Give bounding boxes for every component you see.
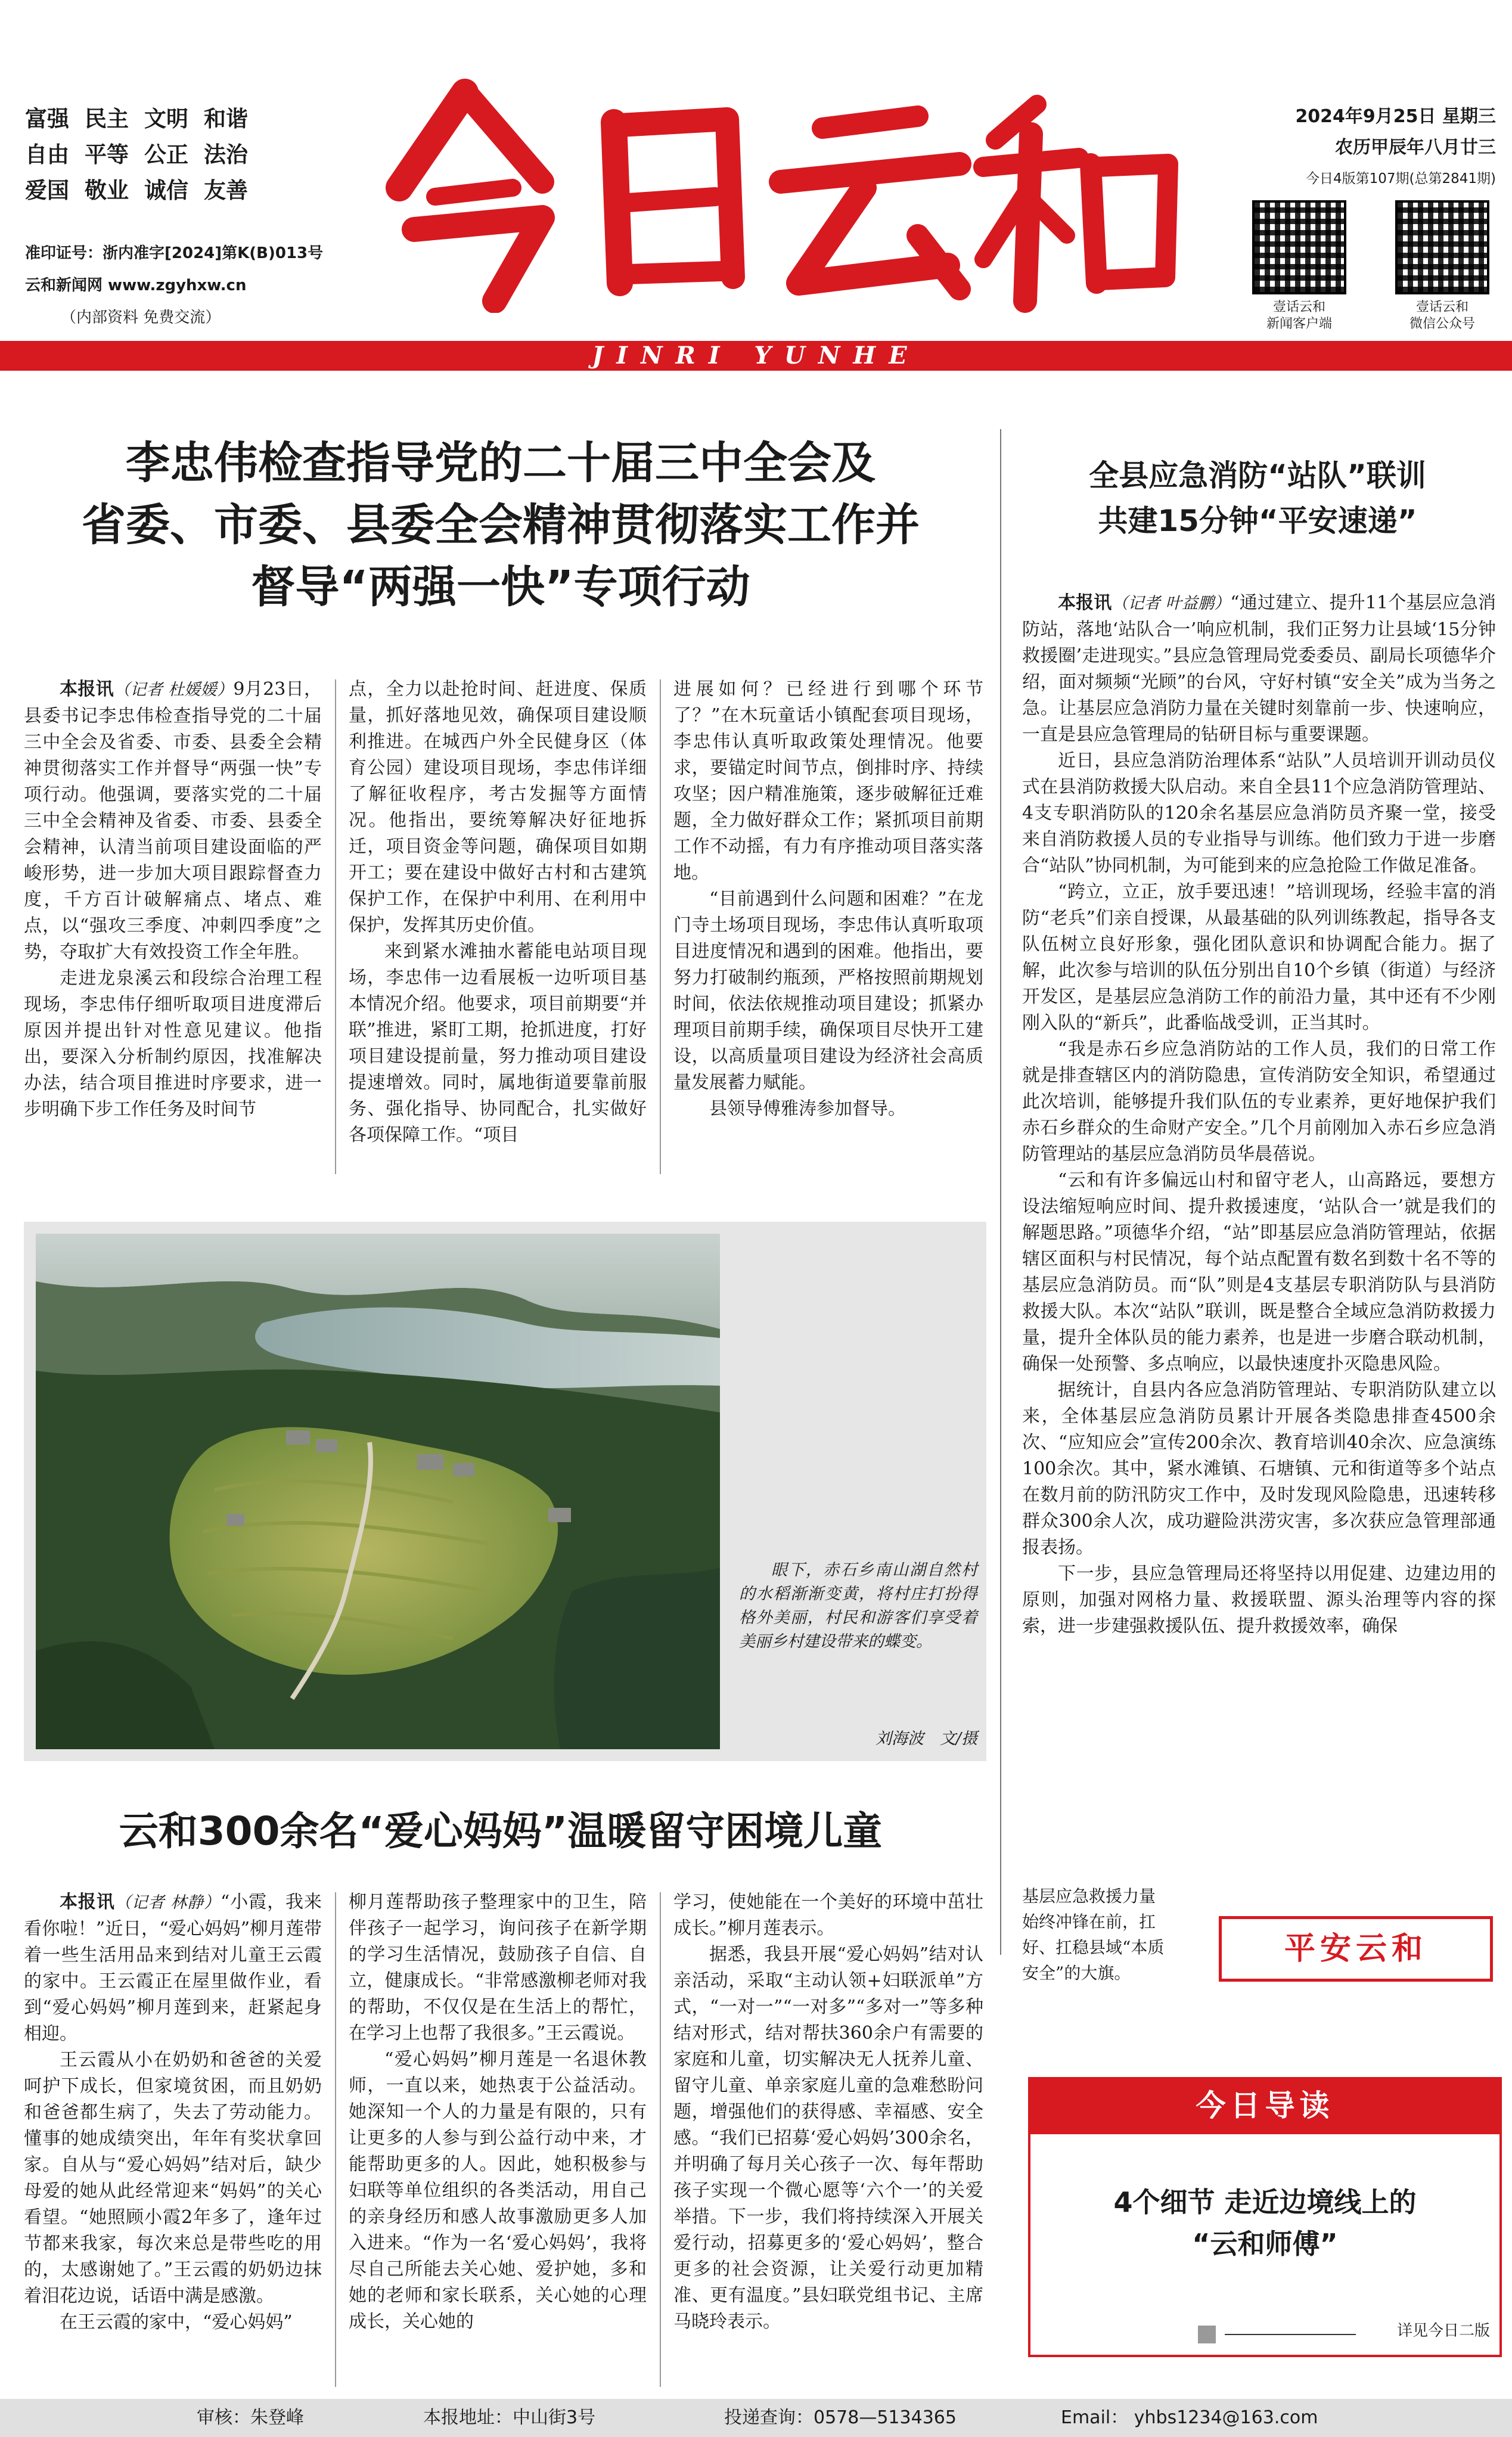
core-values-row xyxy=(25,137,335,173)
landscape-image xyxy=(36,1234,720,1749)
article3-tail: 基层应急救援力量 始终冲锋在前，扛 好、扛稳县域“本质 安全”的大旗。 xyxy=(1022,1886,1165,1983)
guide-header: 今日导读 xyxy=(1028,2077,1502,2134)
date-block xyxy=(1228,101,1496,194)
column-rule xyxy=(660,679,661,1174)
core-value: 敬业 xyxy=(85,178,129,203)
core-values-row xyxy=(25,173,335,209)
photo-caption: 眼下，赤石乡南山湖自然村的水稻渐渐变黄，将村庄打扮得格外美丽，村民和游客们享受着美丽乡村建设带来的蝶变。 xyxy=(739,1561,977,1651)
masthead-banner: JINRI YUNHE xyxy=(0,341,1512,371)
article2-column-1: 本报讯（记者 林静）“小霞，我来看你啦！”近日，“爱心妈妈”柳月莲带着一些生活用品来到结对儿童王云霞的家中。王云霞正在屋里做作业，看到“爱心妈妈”柳月莲到来，赶紧起身相迎。 王云霞从小在奶奶和爸爸的关爱呵护下成长，但家境贫困，而且奶奶和爸爸都生病了，失去了劳动能力。懂事的她成绩突出，年年有奖状拿回家。自从与“爱心妈妈”结对后，缺少母爱的她从此经常迎来“妈妈”的关心看望。“她照顾小霞2年多了，逢年过节都来我家，每次来总是带些吃的用的，太感谢她了。”王云霞的奶奶边抹着泪花边说，话语中满是感激。 在王云霞的家中，“爱心妈妈” xyxy=(24,1892,322,2333)
guide-headline[interactable]: 4个细节 走近边境线上的 “云和师傅” xyxy=(1113,2186,1417,2260)
core-value: 法治 xyxy=(204,142,248,167)
article1-headline[interactable]: 李忠伟检查指导党的二十届三中全会及 省委、市委、县委全会精神贯彻落实工作并 督导“两强一快”专项行动 xyxy=(82,437,920,613)
article1-column-2: 点，全力以赴抢时间、赶进度、保质量，抓好落地见效，确保项目建设顺利推进。在城西户外全民健身区（体育公园）建设项目现场，李忠伟详细了解征收程序，考古发掘等方面情况。他指出，要统筹解决好征地拆迁，项目资金等问题，确保项目如期开工；要在建设中做好古村和古建筑保护工作，在保护中利用、在利用中保护，发挥其历史价值。 来到紧水滩抽水蓄能电站项目现场，李忠伟一边看展板一边听项目基本情况介绍。他要求，项目前期要“并联”推进，紧盯工期，抢抓进度，打好项目建设提前量，努力推动项目建设提速增效。同时，属地街道要靠前服务、强化指导、协同配合，扎实做好各项保障工作。“项目 xyxy=(349,679,647,1145)
core-value: 民主 xyxy=(85,106,129,132)
newspaper-logo xyxy=(364,69,1192,313)
article1-column-1: 本报讯（记者 杜媛媛）9月23日，县委书记李忠伟检查指导党的二十届三中全会及省委、市委、县委全会精神贯彻落实工作并督导“两强一快”专项行动。他强调，要落实党的二十届三中全会精神及省委、市委、县委全会精神，认清当前项目建设面临的严峻形势，进一步加大项目跟踪督查力度，千方百计破解痛点、堵点、难点，以“强攻三季度、冲刺四季度”之势，夺取扩大有效投资工作全年胜。 走进龙泉溪云和段综合治理工程现场，李忠伟仔细听取项目进度滞后原因并提出针对性意见建议。他指出，要深入分析制约原因，找准解决办法，结合项目推进时序要求，进一步明确下步工作任务及时间节 xyxy=(24,679,322,1120)
core-value: 爱国 xyxy=(25,178,69,203)
internal-note: （内部资料 免费交流） xyxy=(61,309,221,327)
core-value: 文明 xyxy=(144,106,188,132)
footer-phone: 投递查询：0578—5134365 xyxy=(724,2407,957,2428)
website-link[interactable]: 云和新闻网 www.zgyhxw.cn xyxy=(25,277,247,294)
permit-number: 准印证号：浙内准字[2024]第K(B)013号 xyxy=(25,244,324,262)
qr-caption-app: 壹话云和 新闻客户端 xyxy=(1266,300,1332,331)
footer-email[interactable]: Email： yhbs1234@163.com xyxy=(1061,2407,1318,2428)
guide-more-link[interactable]: 详见今日二版 xyxy=(1396,2322,1490,2340)
article2-column-3: 学习，使她能在一个美好的环境中茁壮成长。”柳月莲表示。 据悉，我县开展“爱心妈妈”结对认亲活动，采取“主动认领+妇联派单”方式，“一对一”“一对多”“多对一”等多种结对形式，结对帮扶360余户有需要的家庭和儿童，切实解决无人抚养儿童、留守儿童、单亲家庭儿童的急难愁盼问题，增强他们的获得感、幸福感、安全感。“我们已招募‘爱心妈妈’300余名，并明确了每月关心孩子一次、每年帮助孩子实现一个微心愿等‘六个一’的关爱举措。下一步，我们将持续深入开展关爱行动，招募更多的‘爱心妈妈’，整合更多的社会资源，让关爱行动更加精准、更有温度。”县妇联党组书记、主席马晓玲表示。 xyxy=(673,1892,983,2332)
section-rule xyxy=(1000,429,1001,1955)
article1-column-3: 进展如何？已经进行到哪个环节了？”在木玩童话小镇配套项目现场，李忠伟认真听取政策处理情况。他要求，要锚定时间节点，倒排时序、持续攻坚；因户精准施策，逐步破解征迁难题，全力做好群众工作；紧抓项目前期工作不动摇，有力有序推动项目落实落地。 “目前遇到什么问题和困难？”在龙门寺土场项目现场，李忠伟认真听取项目进度情况和遇到的困难。他指出，要努力打破制约瓶颈，严格按照前期规划时间，依法依规推动项目建设；抓紧办理项目前期手续，确保项目尽快开工建设，以高质量项目建设为经济社会高质量发展蓄力赋能。 县领导傅雅涛参加督导。 xyxy=(673,679,983,1119)
footer-address: 本报地址：中山街3号 xyxy=(423,2407,596,2428)
core-value: 友善 xyxy=(204,178,248,203)
core-value: 富强 xyxy=(25,106,69,132)
qr-code-wechat[interactable] xyxy=(1398,203,1487,292)
core-value: 自由 xyxy=(25,142,69,167)
footer-bar xyxy=(0,2399,1512,2437)
article2-headline[interactable]: 云和300余名“爱心妈妈”温暖留守困境儿童 xyxy=(119,1808,883,1854)
column-rule xyxy=(335,679,336,1174)
issue-date: 2024年9月25日 星期三 xyxy=(1295,106,1496,127)
qr-caption-wechat: 壹话云和 微信公众号 xyxy=(1409,300,1475,331)
core-values xyxy=(25,101,335,209)
column-rule xyxy=(660,1892,661,2387)
core-values-row xyxy=(25,101,335,137)
core-value: 和谐 xyxy=(204,106,248,132)
masthead-meta xyxy=(25,237,406,334)
column-badge: 平安云和 xyxy=(1219,1916,1493,1982)
core-value: 公正 xyxy=(144,142,188,167)
article3-body: 本报讯（记者 叶益鹏）“通过建立、提升11个基层应急消防站，落地‘站队合一’响应机制，我们正努力让县域‘15分钟救援圈’走进现实。”县应急管理局党委委员、副局长项德华介绍，面对频频“光顾”的台风，守好村镇“安全关”成为当务之急。让基层应急消防力量在关键时刻靠前一步、快速响应，一直是县应急管理局的钻研目标与重要课题。 近日，县应急消防治理体系“站队”人员培训开训动员仪式在县消防救援大队启动。来自全县11个应急消防管理站、4支专职消防队的120余名基层应急消防员齐聚一堂，接受来自消防救援人员的专业指导与训练。他们致力于进一步磨合“站队”协同机制，为可能到来的应急抢险工作做足准备。 “跨立，立正，放手要迅速！”培训现场，经验丰富的消防“老兵”们亲自授课，从最基础的队列训练教起，指导各支队伍树立良好形象，强化团队意识和协调配合能力。据了解，此次参与培训的队伍分别出自10个乡镇（街道）与经济开发区，是基层应急消防工作的前沿力量，其中还有不少刚刚入队的“新兵”，此番临战受训，正当其时。 “我是赤石乡应急消防站的工作人员，我们的日常工作就是排查辖区内的消防隐患，宣传消防安全知识，希望通过此次培训，能够提升我们队伍的专业素养，更好地保护我们赤石乡群众的生命财产安全。”几个月前刚加入赤石乡应急消防管理站的基层应急消防员华晨蓓说。 “云和有许多偏远山村和留守老人，山高路远，要想方设法缩短响应时间、提升救援速度，‘站队合一’就是我们的解题思路。”项德华介绍，“站”即基层应急消防管理站，依据辖区面积与村民情况，每个站点配置有数名到数十名不等的基层应急消防员。而“队”则是4支基层专职消防队与县消防救援大队。本次“站队”联训，既是整合全域应急消防救援力量，提升全体队员的能力素养，也是进一步磨合联动机制，确保一处预警、多点响应，以最快速度扑灭隐患风险。 据统计，自县内各应急消防管理站、专职消防队建立以来，全体基层应急消防员累计开展各类隐患排查4500余次、“应知应会”宣传200余次、教育培训40余次、应急演练100余次。其中，紧水滩镇、石塘镇、元和街道等多个站点在数月前的防汛防灾工作中，及时发现风险隐患，迅速转移群众300余人次，成功避险洪涝灾害，多次获应急管理部通报表扬。 下一步，县应急管理局还将坚持以用促建、边建边用的原则，加强对网格力量、救援联盟、源头治理等内容的探索，进一步建强救援队伍、提升救援效率，确保 xyxy=(1022,592,1496,1637)
photo-credit: 刘海波 文/摄 xyxy=(875,1730,977,1748)
article2-column-2: 柳月莲帮助孩子整理家中的卫生，陪伴孩子一起学习，询问孩子在新学期的学习生活情况，鼓励孩子自信、自立，健康成长。“非常感激柳老师对我的帮助，不仅仅是在生活上的帮忙，在学习上也帮了我很多。”王云霞说。 “爱心妈妈”柳月莲是一名退休教师，一直以来，她热衷于公益活动。她深知一个人的力量是有限的，只有让更多的人参与到公益行动中来，才能帮助更多的人。因此，她积极参与妇联等单位组织的各类活动，用自己的亲身经历和感人故事激励更多人加入进来。“作为一名‘爱心妈妈’，我将尽自己所能去关心她、爱护她，多和她的老师和家长联系，关心她的心理成长，关心她的 xyxy=(349,1892,647,2332)
qr-code-app[interactable] xyxy=(1255,203,1344,292)
core-value: 平等 xyxy=(85,142,129,167)
rice-terrace-photo xyxy=(36,1234,720,1749)
article3-headline[interactable]: 全县应急消防“站队”联训 共建15分钟“平安速递” xyxy=(1089,458,1426,538)
issue-number: 今日4版第107期(总第2841期) xyxy=(1305,171,1496,187)
lunar-date: 农历甲辰年八月廿三 xyxy=(1335,137,1496,158)
column-rule xyxy=(335,1892,336,2387)
footer-review: 审核：朱登峰 xyxy=(197,2407,304,2428)
core-value: 诚信 xyxy=(144,178,188,203)
